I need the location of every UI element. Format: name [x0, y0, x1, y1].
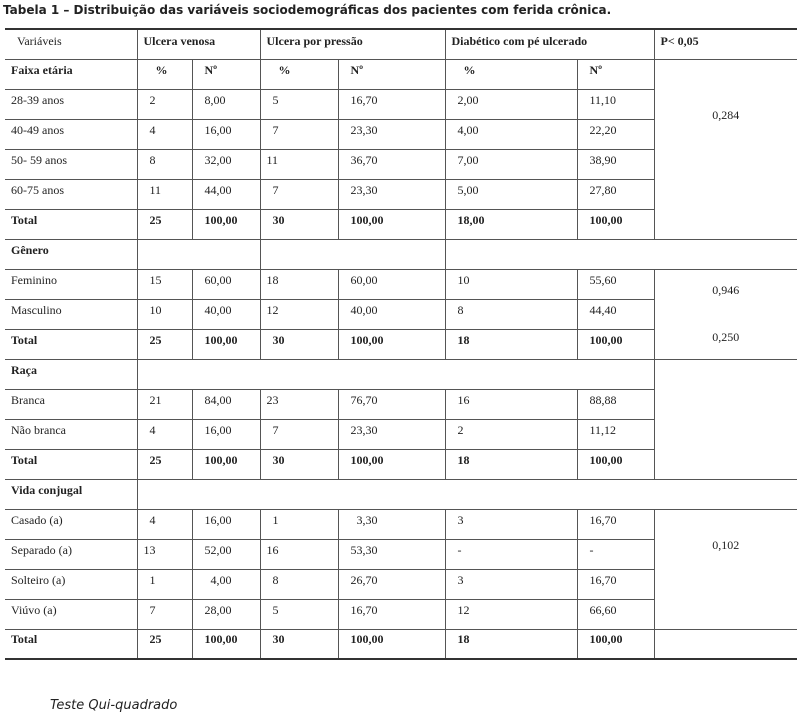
pct-label: %: [137, 59, 192, 89]
header-ulcera-pressao: Ulcera por pressão: [260, 29, 445, 59]
cell: 10: [137, 299, 192, 329]
cell: 16,70: [577, 569, 654, 599]
total-label: Total: [5, 449, 137, 479]
cell: 52,00: [192, 539, 260, 569]
section-faixa-etaria: [5, 59, 797, 89]
cell: 22,20: [577, 119, 654, 149]
cell: 30: [260, 449, 338, 479]
cell: 2,00: [445, 89, 577, 119]
row-label: Viúvo (a): [5, 599, 137, 629]
section-label: Raça: [5, 359, 137, 389]
cell: 11,10: [577, 89, 654, 119]
cell: 23,30: [338, 119, 445, 149]
cell: 16,00: [192, 119, 260, 149]
row-label: 60-75 anos: [5, 179, 137, 209]
section-label: Gênero: [5, 239, 137, 269]
row-label: Casado (a): [5, 509, 137, 539]
row-label: Solteiro (a): [5, 569, 137, 599]
cell: 36,70: [338, 149, 445, 179]
total-label: Total: [5, 329, 137, 359]
cell: 53,30: [338, 539, 445, 569]
cell: 100,00: [577, 209, 654, 239]
cell: 15: [137, 269, 192, 299]
p-value-total: 0,250: [712, 329, 740, 344]
p-value: 0,284: [712, 107, 740, 122]
total-label: Total: [5, 629, 137, 659]
cell: 21: [137, 389, 192, 419]
empty-cell: [445, 239, 797, 269]
p-value-cell: [654, 59, 797, 239]
cell: 30: [260, 329, 338, 359]
section-label: Faixa etária: [5, 59, 137, 89]
header-p-value: P< 0,05: [654, 29, 797, 59]
cell: 4: [137, 509, 192, 539]
cell: 38,90: [577, 149, 654, 179]
cell: 55,60: [577, 269, 654, 299]
cell: 23: [260, 389, 338, 419]
cell: 1: [260, 509, 338, 539]
cell: 100,00: [192, 629, 260, 659]
empty-cell: [137, 479, 797, 509]
row-label: Não branca: [5, 419, 137, 449]
cell: 5,00: [445, 179, 577, 209]
cell: 11,12: [577, 419, 654, 449]
p-value: 0,102: [712, 537, 740, 552]
table-row: [5, 269, 797, 299]
cell: 8,00: [192, 89, 260, 119]
p-value-cell: [654, 269, 797, 359]
cell: 16,70: [338, 599, 445, 629]
cell: 100,00: [338, 209, 445, 239]
cell: 25: [137, 449, 192, 479]
cell: 44,00: [192, 179, 260, 209]
cell: 25: [137, 629, 192, 659]
cell: 88,88: [577, 389, 654, 419]
cell: 66,60: [577, 599, 654, 629]
p-value: 0,946: [712, 282, 740, 297]
empty-cell: [137, 359, 654, 389]
cell: 8: [445, 299, 577, 329]
cell: 4,00: [192, 569, 260, 599]
cell: 11: [260, 149, 338, 179]
cell: 2: [137, 89, 192, 119]
section-raca: [5, 359, 797, 389]
row-label: 50- 59 anos: [5, 149, 137, 179]
row-label: 28-39 anos: [5, 89, 137, 119]
footnote-test: Teste Qui-quadrado: [50, 698, 178, 713]
empty-p-cell: [654, 629, 797, 659]
section-genero: [5, 239, 797, 269]
cell: 7: [260, 419, 338, 449]
table-row: [5, 509, 797, 539]
cell: 1: [137, 569, 192, 599]
cell: 7: [260, 179, 338, 209]
cell: 76,70: [338, 389, 445, 419]
cell: 100,00: [577, 329, 654, 359]
cell: 10: [445, 269, 577, 299]
cell: 4,00: [445, 119, 577, 149]
cell: 44,40: [577, 299, 654, 329]
cell: 26,70: [338, 569, 445, 599]
cell: 16,70: [577, 509, 654, 539]
cell: 100,00: [192, 209, 260, 239]
cell: 4: [137, 419, 192, 449]
cell: 25: [137, 329, 192, 359]
cell: 23,30: [338, 179, 445, 209]
cell: 100,00: [338, 629, 445, 659]
cell: 2: [445, 419, 577, 449]
row-label: 40-49 anos: [5, 119, 137, 149]
cell: 23,30: [338, 419, 445, 449]
cell: 7: [137, 599, 192, 629]
cell: 40,00: [192, 299, 260, 329]
n-label: Nº: [577, 59, 654, 89]
empty-p-cell: [654, 359, 797, 479]
cell: 16,00: [192, 509, 260, 539]
cell: -: [445, 539, 577, 569]
cell: 32,00: [192, 149, 260, 179]
row-label: Feminino: [5, 269, 137, 299]
cell: 100,00: [338, 449, 445, 479]
row-label: Branca: [5, 389, 137, 419]
cell: 13: [137, 539, 192, 569]
pct-label: %: [445, 59, 577, 89]
header-row: [5, 29, 797, 59]
p-value-cell: [654, 509, 797, 629]
cell: 7,00: [445, 149, 577, 179]
total-label: Total: [5, 209, 137, 239]
n-label: Nº: [192, 59, 260, 89]
header-variaveis: Variáveis: [5, 29, 137, 59]
cell: 7: [260, 119, 338, 149]
section-label: Vida conjugal: [5, 479, 137, 509]
empty-cell: [137, 239, 260, 269]
section-vida-conjugal: [5, 479, 797, 509]
cell: 3,30: [338, 509, 445, 539]
cell: 27,80: [577, 179, 654, 209]
row-label: Masculino: [5, 299, 137, 329]
cell: 30: [260, 629, 338, 659]
total-row: [5, 629, 797, 659]
n-label: Nº: [338, 59, 445, 89]
row-label: Separado (a): [5, 539, 137, 569]
cell: 25: [137, 209, 192, 239]
cell: 60,00: [338, 269, 445, 299]
cell: 60,00: [192, 269, 260, 299]
cell: 100,00: [192, 329, 260, 359]
cell: 16: [445, 389, 577, 419]
cell: 8: [137, 149, 192, 179]
cell: 3: [445, 569, 577, 599]
cell: 28,00: [192, 599, 260, 629]
cell: 11: [137, 179, 192, 209]
cell: 12: [260, 299, 338, 329]
cell: 3: [445, 509, 577, 539]
cell: 5: [260, 89, 338, 119]
cell: 16,70: [338, 89, 445, 119]
cell: 8: [260, 569, 338, 599]
cell: 18: [260, 269, 338, 299]
table-caption: Tabela 1 – Distribuição das variáveis sociodemográficas dos pacientes com ferida crônica.: [3, 3, 612, 17]
header-diabetico: Diabético com pé ulcerado: [445, 29, 654, 59]
empty-cell: [260, 239, 445, 269]
header-ulcera-venosa: Ulcera venosa: [137, 29, 260, 59]
pct-label: %: [260, 59, 338, 89]
cell: 12: [445, 599, 577, 629]
cell: 30: [260, 209, 338, 239]
cell: 84,00: [192, 389, 260, 419]
cell: 100,00: [577, 449, 654, 479]
cell: 100,00: [338, 329, 445, 359]
sociodemographic-table: [5, 28, 797, 660]
cell: 18: [445, 629, 577, 659]
cell: 4: [137, 119, 192, 149]
cell: 40,00: [338, 299, 445, 329]
cell: -: [577, 539, 654, 569]
cell: 100,00: [577, 629, 654, 659]
cell: 5: [260, 599, 338, 629]
cell: 16,00: [192, 419, 260, 449]
cell: 100,00: [192, 449, 260, 479]
cell: 18,00: [445, 209, 577, 239]
cell: 18: [445, 449, 577, 479]
cell: 18: [445, 329, 577, 359]
cell: 16: [260, 539, 338, 569]
